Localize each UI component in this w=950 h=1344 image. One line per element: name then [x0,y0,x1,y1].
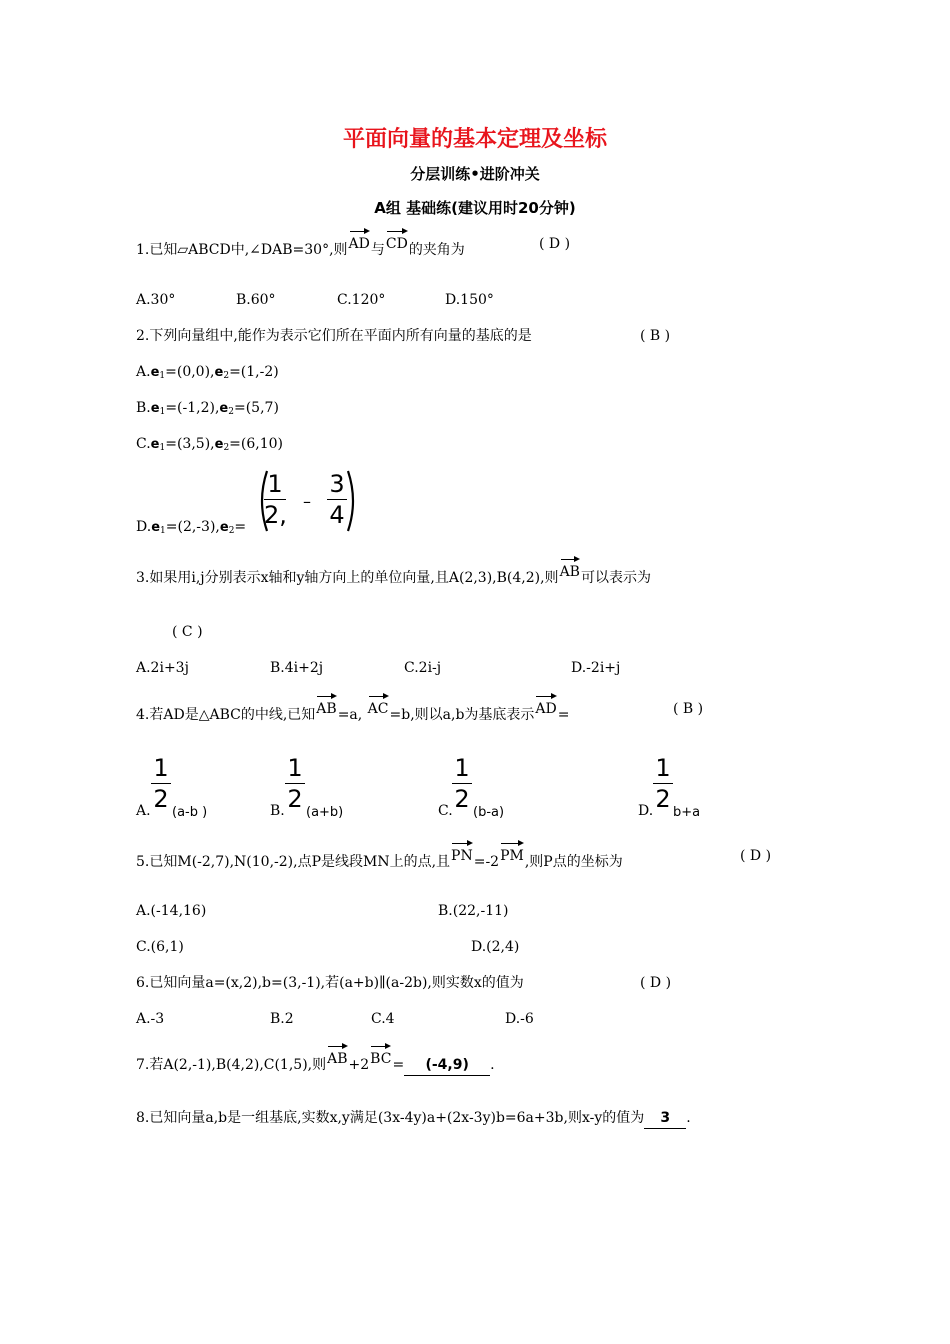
vector-ab: AB [316,693,336,719]
q4-option-c-expr: (b-a) [473,805,505,820]
vector-ab: AB [560,556,580,582]
q4-option-a-fraction: 1 2 [151,754,171,813]
vector-bc: BC [370,1043,391,1069]
section-subtitle: 分层训练•进阶冲关 [410,165,540,183]
q4-option-b-expr: (a+b) [306,805,344,820]
q4-option-a-label: A. [136,803,151,819]
q4-answer: ( B ) [673,701,704,717]
q4-option-c-fraction: 1 2 [452,754,472,813]
q2-option-c: $C.e_1=(3,5),e_2=(6,10)$ [136,436,283,453]
q1-stem-post: 的夹角为 [408,242,465,258]
q4-option-b-fraction: 1 2 [285,754,305,813]
q2-option-b: $B.e_1=(-1,2),e_2=(5,7)$ [136,400,279,417]
q5-option-b: B.(22,-11) [438,903,509,919]
q5-option-a: A.(-14,16) [136,903,207,919]
q3-option-b: B.4i+2j [270,660,324,676]
q7-answer: (-4,9) [404,1055,490,1076]
vector-pn: PN [451,840,473,866]
question-8: 8.已知向量a,b是一组基底,实数x,y满足(3x-4y)a+(2x-3y)b=6a+3b,则x-y的值为 3 . [136,1108,691,1129]
question-1 [136,234,465,260]
question-5: 5.已知M(-2,7),N(10,-2),点P是线段MN上的点,且PN=-2PM,则P点的坐标为 [136,846,623,872]
q6-option-c: C.4 [371,1011,395,1027]
q2-answer: ( B ) [640,328,671,344]
q1-stem-pre: 1.已知▱ABCD中,∠DAB=30°,则 [136,242,348,258]
q2-option-d: $D.e_1=(2,-3),e_2=$ [136,519,247,536]
q3-option-d: D.-2i+j [571,660,621,676]
q1-option-b: B.60° [236,292,276,308]
q3-option-a: A.2i+3j [136,660,189,676]
page-title: 平面向量的基本定理及坐标 [342,127,607,152]
q8-answer: 3 [644,1108,686,1129]
vector-pm: PM [500,840,524,866]
question-6: 6.已知向量a=(x,2),b=(3,-1),若(a+b)∥(a-2b),则实数x的值为 [136,975,524,991]
q3-answer: ( C ) [172,624,203,640]
q5-answer: ( D ) [740,848,772,864]
q5-option-c: C.(6,1) [136,939,184,955]
question-4: 4.若AD是△ABC的中线,已知AB=a, AC=b,则以a,b为基底表示AD= [136,699,569,725]
question-3: 3.如果用i,j分别表示x轴和y轴方向上的单位向量,且A(2,3),B(4,2),则AB可以表示为 [136,562,651,588]
question-2: 2.下列向量组中,能作为表示它们所在平面内所有向量的基底的是 [136,328,532,344]
q2-fraction-three-quarters: 3 4 [327,470,347,529]
q4-option-b-label: B. [270,803,285,819]
q1-option-c: C.120° [337,292,386,308]
question-7: 7.若A(2,-1),B(4,2),C(1,5),则AB+2BC= (-4,9) . [136,1049,495,1076]
q5-option-d: D.(2,4) [471,939,520,955]
q1-option-d: D.150° [445,292,494,308]
q2-fraction-one-half: 1 2, [264,470,287,529]
q1-answer: ( D ) [539,236,571,252]
q1-stem-mid: 与 [370,242,385,258]
q4-option-a-expr: (a-b ) [172,805,208,820]
q6-option-b: B.2 [270,1011,294,1027]
q6-answer: ( D ) [640,975,672,991]
vector-cd: CD [386,228,408,254]
q2-minus-sign: – [303,492,311,511]
q3-option-c: C.2i-j [404,660,442,676]
q1-option-a: A.30° [136,292,176,308]
q6-option-a: A.-3 [136,1011,165,1027]
q4-option-d-label: D. [638,803,654,819]
vector-ad: AD [349,228,370,254]
vector-ad: AD [535,693,556,719]
q4-option-c-label: C. [438,803,453,819]
vector-ab: AB [327,1043,347,1069]
vector-ac: AC [368,693,389,719]
q4-option-d-fraction: 1 2 [653,754,673,813]
q6-option-d: D.-6 [505,1011,534,1027]
q4-option-d-expr: b+a [673,805,701,820]
group-title: A组 基础练(建议用时20分钟) [374,199,576,217]
q2-option-a: $A.e_1=(0,0),e_2=(1,-2)$ [136,364,279,381]
